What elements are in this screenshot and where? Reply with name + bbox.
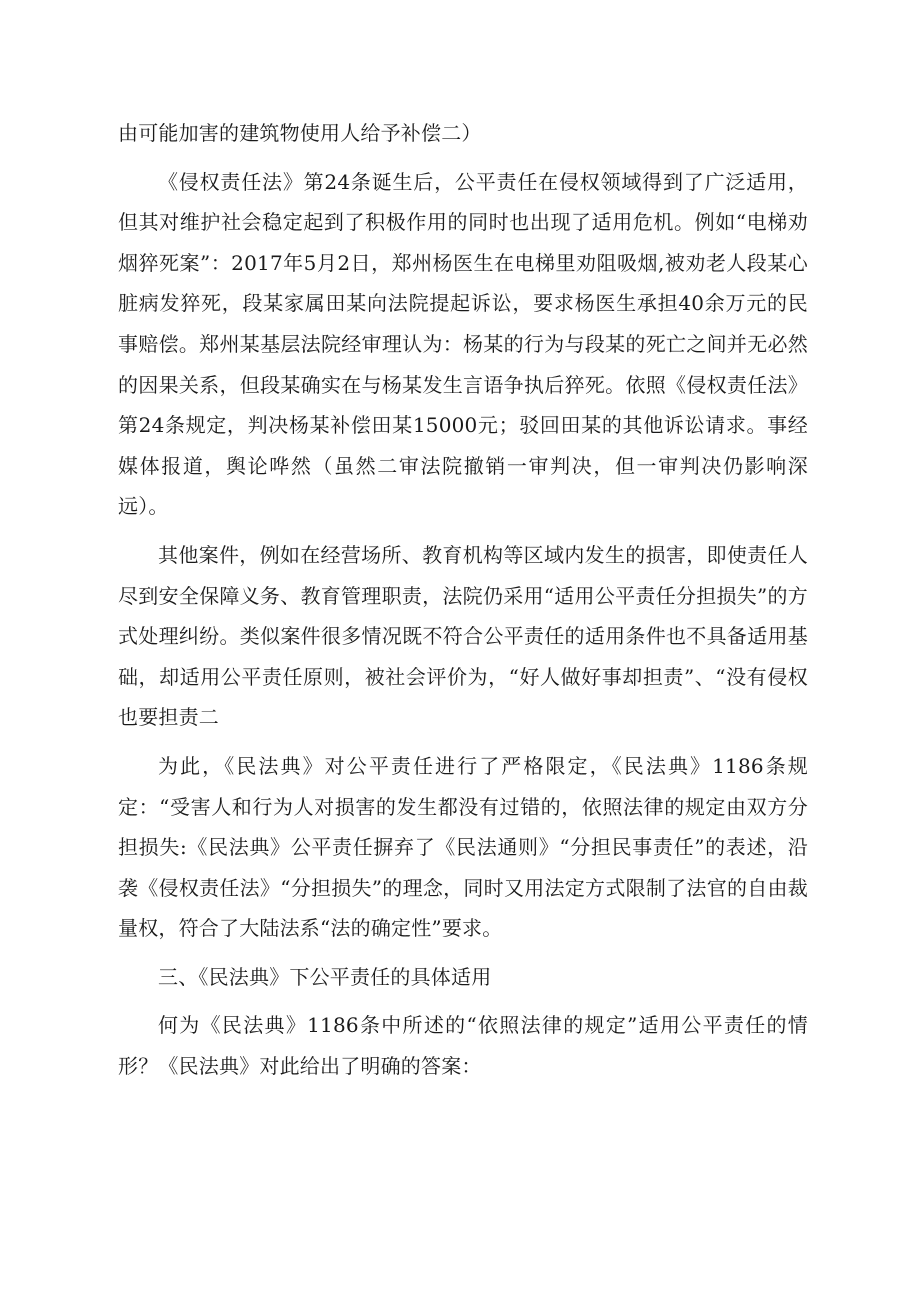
- paragraph-civil-code-limits: 为此，《民法典》对公平责任进行了严格限定，《民法典》1186条规定：“受害人和行为人对损害的发生都没有过错的，依照法律的规定由双方分担损失:《民法典》公平责任摒弃了《民法通则》“分担民事责任”的表述，沿袭《侵权责任法》“分担损失”的理念，同时又用法定方式限制了法官的自由裁量权，符合了大陆法系“法的确定性”要求。: [118, 753, 808, 941]
- paragraph-continuation: 由可能加害的建筑物使用人给予补偿二）: [118, 121, 482, 145]
- paragraph-other-cases: 其他案件，例如在经营场所、教育机构等区域内发生的损害，即使责任人尽到安全保障义务、教育管理职责，法院仍采用“适用公平责任分担损失”的方式处理纠纷。类似案件很多情况既不符合公平责任的适用条件也不具备适用基础，却适用公平责任原则，被社会评价为，“好人做好事却担责”、“没有侵权也要担责二: [118, 542, 808, 730]
- paragraph-question: 何为《民法典》1186条中所述的“依照法律的规定”适用公平责任的情形？《民法典》对此给出了明确的答案：: [118, 1013, 808, 1079]
- document-body: [118, 113, 808, 1087]
- section-heading: 三、《民法典》下公平责任的具体适用: [158, 964, 492, 989]
- paragraph-elevator-case: 《侵权责任法》第24条诞生后，公平责任在侵权领域得到了广泛适用，但其对维护社会稳定起到了积极作用的同时也出现了适用危机。例如“电梯劝烟猝死案”：2017年5月2日，郑州杨医生在电梯里劝阻吸烟,被劝老人段某心脏病发猝死，段某家属田某向法院提起诉讼，要求杨医生承担40余万元的民事赔偿。郑州某基层法院经审理认为：杨某的行为与段某的死亡之间并无必然的因果关系，但段某确实在与杨某发生言语争执后猝死。依照《侵权责任法》第24条规定，判决杨某补偿田某15000元；驳回田某的其他诉讼请求。事经媒体报道，舆论哗然（虽然二审法院撤销一审判决，但一审判决仍影响深远）。: [118, 169, 808, 519]
